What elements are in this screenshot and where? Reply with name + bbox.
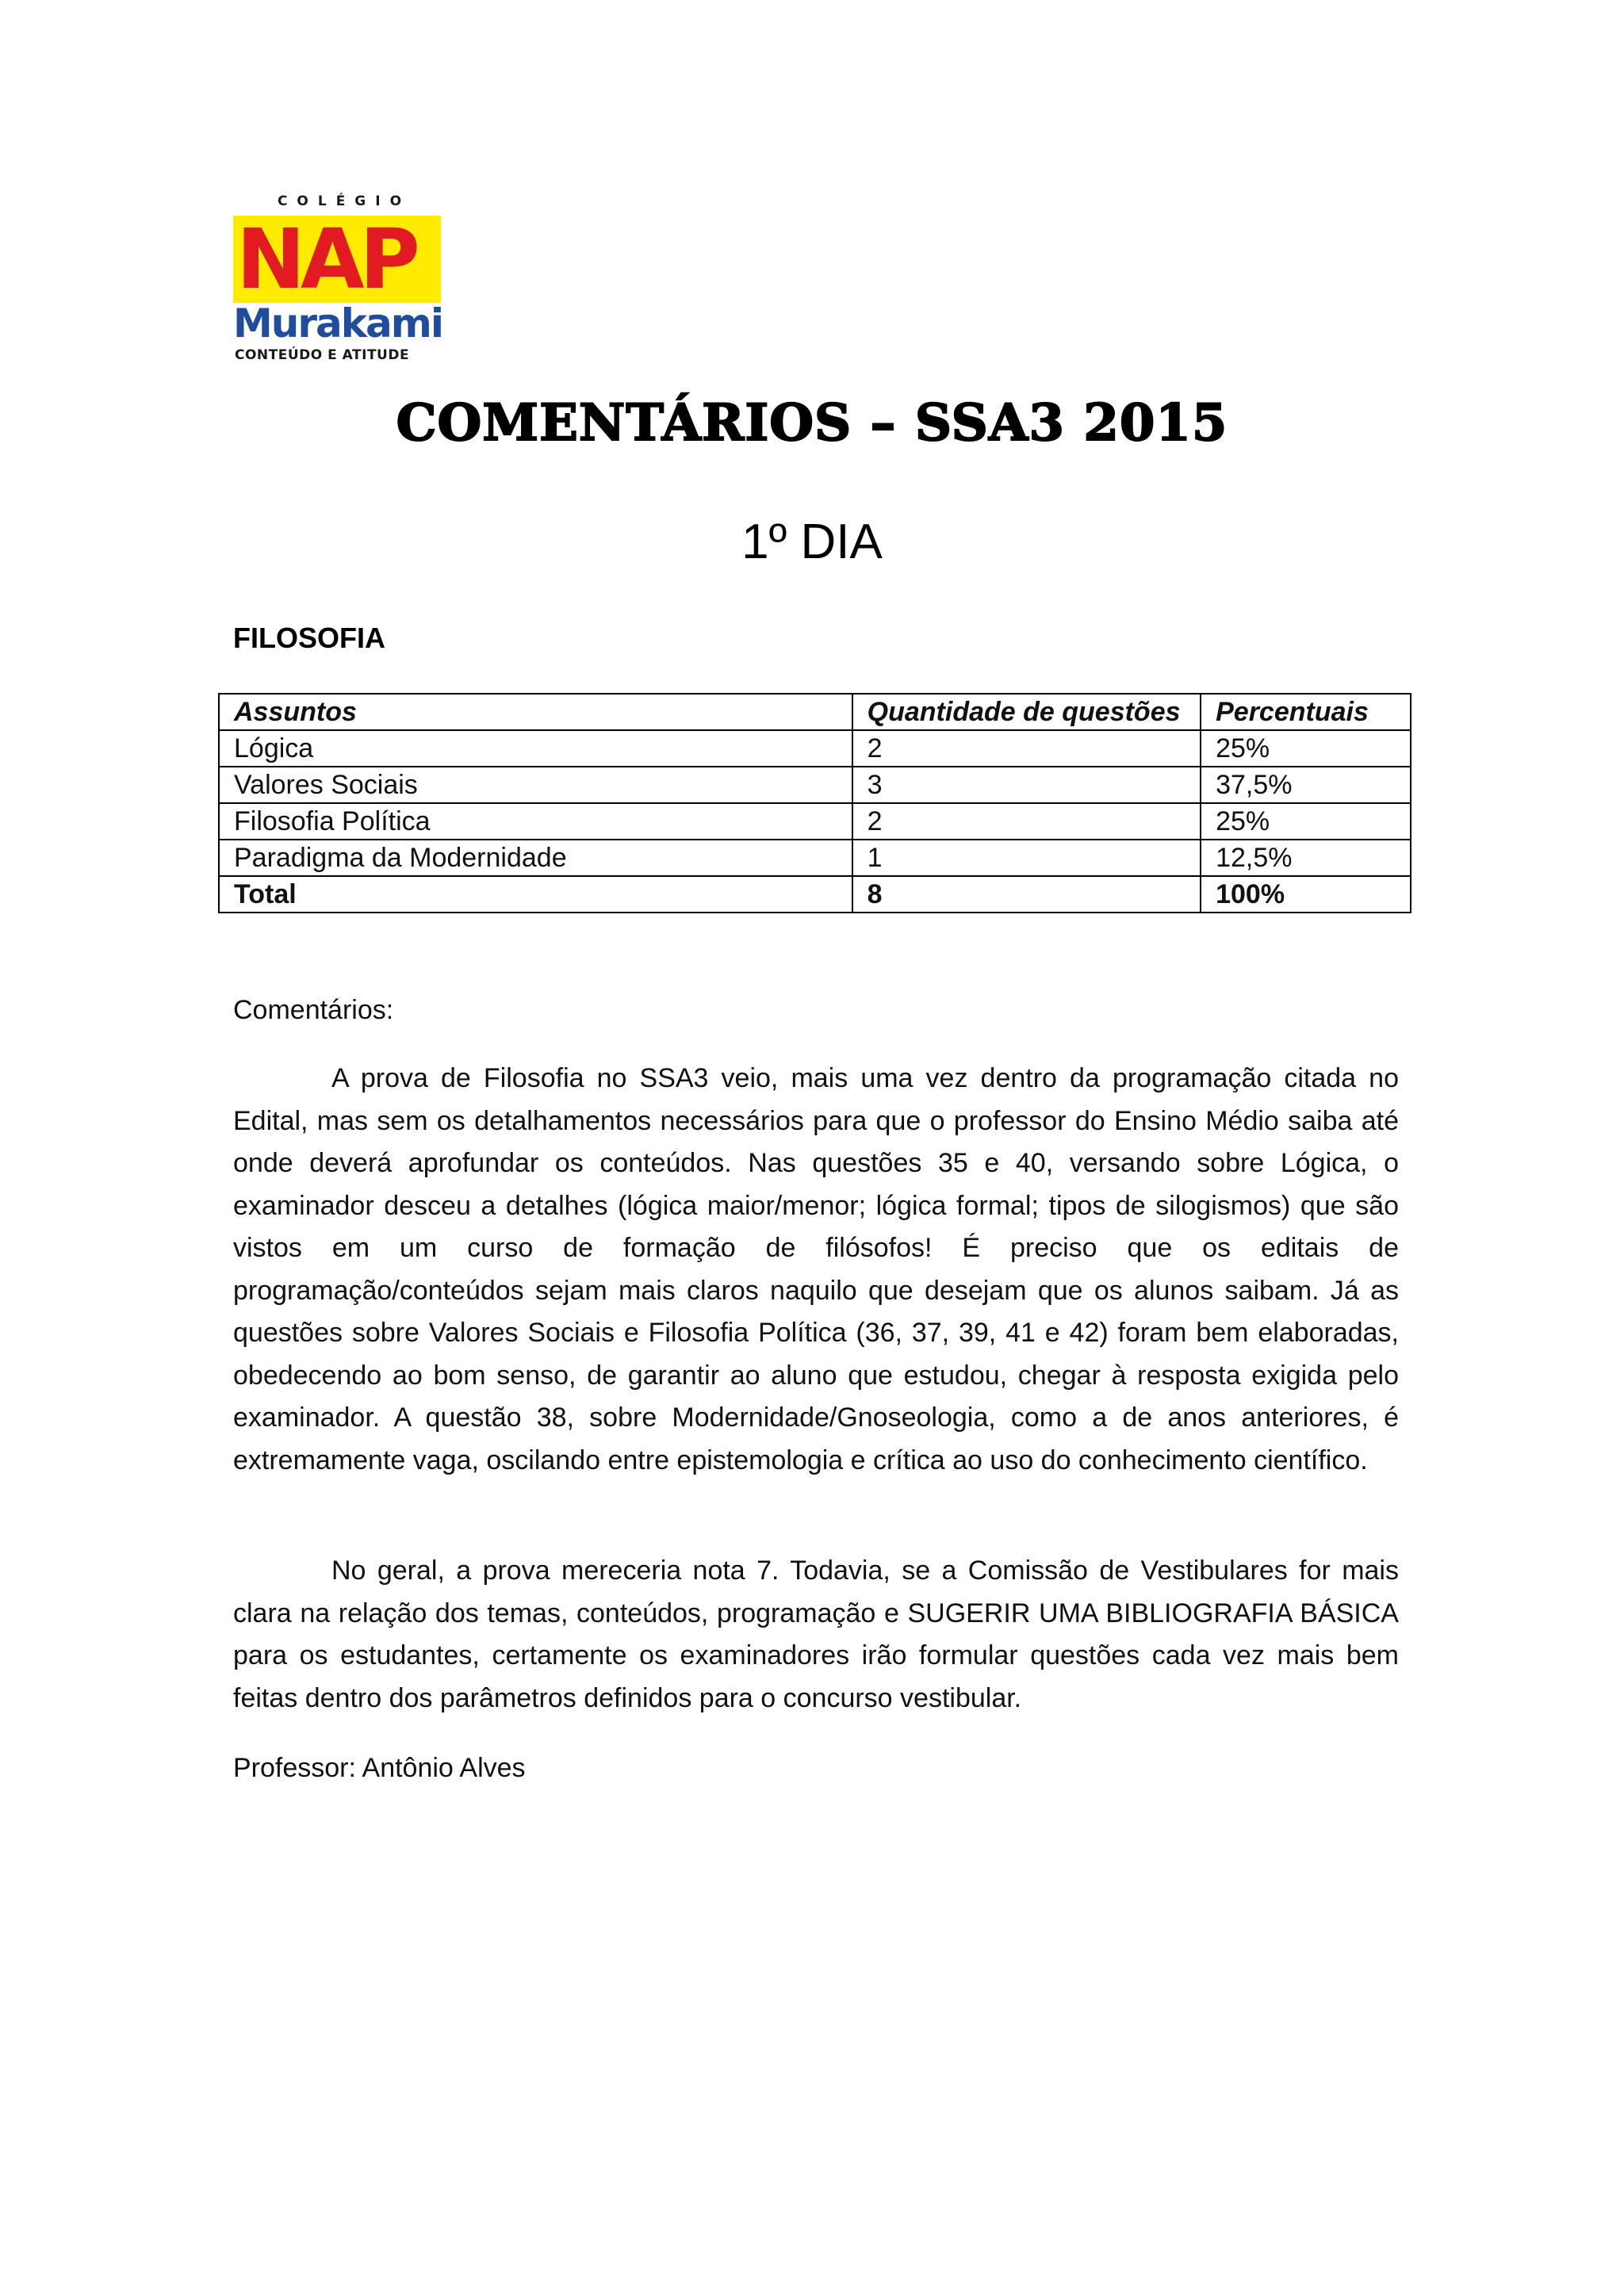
table-cell: 37,5% [1201, 767, 1411, 803]
table-cell: 1 [852, 840, 1201, 876]
logo-murakami-text: Murakami [233, 300, 442, 346]
logo-tagline: CONTEÚDO E ATITUDE [235, 347, 410, 363]
comments-label: Comentários: [233, 995, 394, 1025]
page-title: COMENTÁRIOS – SSA3 2015 [396, 393, 1228, 453]
table-total-row [219, 876, 1411, 913]
table-cell: 2 [852, 803, 1201, 840]
table-row [219, 767, 1411, 803]
table-header-cell: Quantidade de questões [852, 694, 1201, 730]
professor-signature: Professor: Antônio Alves [233, 1753, 526, 1783]
table-header-cell: Percentuais [1201, 694, 1411, 730]
topics-table [218, 693, 1411, 913]
subject-heading: FILOSOFIA [233, 622, 385, 654]
table-cell: 25% [1201, 730, 1411, 767]
table-cell: Total [219, 876, 852, 913]
day-heading: 1º DIA [741, 515, 883, 569]
logo-colegio-text: COLÉGIO [277, 193, 412, 209]
table-cell: Valores Sociais [219, 767, 852, 803]
table-row [219, 803, 1411, 840]
table-header-cell: Assuntos [219, 694, 852, 730]
table-cell: Paradigma da Modernidade [219, 840, 852, 876]
table-cell: 8 [852, 876, 1201, 913]
table-cell: 3 [852, 767, 1201, 803]
table-cell: Filosofia Política [219, 803, 852, 840]
comments-paragraph-1: A prova de Filosofia no SSA3 veio, mais uma vez dentro da programação citada no Edital, mas sem os detalhamentos necessários para que o professor do Ensino Médio saiba até onde deverá aprofundar os conteúdos. Nas questões 35 e 40, versando sobre Lógica, o examinador desceu a detalhes (lógica maior/menor; lógica formal; tipos de silogismos) que são vistos em um curso de formação de filósofos! É preciso que os editais de programação/conteúdos sejam mais claros naquilo que desejam que os alunos saibam. Já as questões sobre Valores Sociais e Filosofia Política (36, 37, 39, 41 e 42) foram bem elaboradas, obedecendo ao bom senso, de garantir ao aluno que estudou, chegar à resposta exigida pelo examinador. A questão 38, sobre Modernidade/Gnoseologia, como a de anos anteriores, é extremamente vaga, oscilando entre epistemologia e crítica ao uso do conhecimento científico. [233, 1063, 1399, 1475]
table-row [219, 730, 1411, 767]
table-row [219, 840, 1411, 876]
comments-paragraph-2: No geral, a prova mereceria nota 7. Todavia, se a Comissão de Vestibulares for mais clara na relação dos temas, conteúdos, programação e SUGERIR UMA BIBLIOGRAFIA BÁSICA para os estudantes, certamente os examinadores irão formular questões cada vez mais bem feitas dentro dos parâmetros definidos para o concurso vestibular. [233, 1556, 1399, 1713]
table-cell: 100% [1201, 876, 1411, 913]
school-logo [233, 193, 443, 368]
table-cell: 25% [1201, 803, 1411, 840]
table-cell: 12,5% [1201, 840, 1411, 876]
table-cell: Lógica [219, 730, 852, 767]
logo-nap-text: NAP [236, 211, 416, 308]
table-header-row [219, 694, 1411, 730]
table-cell: 2 [852, 730, 1201, 767]
